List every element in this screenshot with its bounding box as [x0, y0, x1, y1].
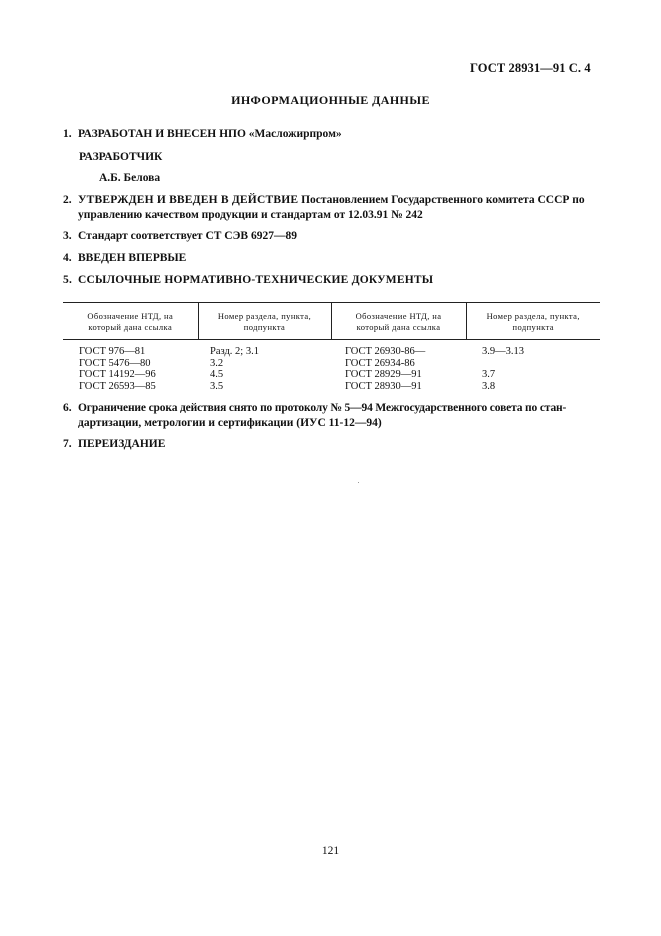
developer-name: А.Б. Белова [99, 172, 161, 184]
developer-label: РАЗРАБОТЧИК [79, 151, 163, 163]
item-3-text: Стандарт соответствует СТ СЭВ 6927—89 [78, 230, 297, 242]
speck [358, 482, 359, 483]
table-header-cell: Номер раздела, пункта, подпункта [198, 303, 331, 340]
item-4 [63, 251, 186, 266]
item-2-line2: управлению качеством продукции и стандартам от 12.03.91 № 242 [78, 209, 423, 221]
page-number: 121 [321, 845, 340, 857]
table-cell: 3.8 [482, 380, 496, 392]
item-7 [63, 437, 165, 452]
item-5-number: 5. [63, 274, 73, 286]
item-6 [63, 401, 603, 431]
item-1-number: 1. [63, 128, 72, 140]
item-6-line1: Ограничение срока действия снято по протоколу № 5—94 Межгосударственного совета по стан- [78, 402, 567, 414]
table-row [63, 358, 600, 370]
table-cell [466, 358, 600, 370]
table-cell: ГОСТ 14192—96 [79, 369, 156, 380]
table-cell: 3.9—3.13 [482, 346, 524, 357]
table-cell: 3.5 [210, 380, 224, 392]
item-2 [63, 193, 585, 223]
table-cell: ГОСТ 28930—91 [345, 380, 422, 392]
table-header-row [63, 303, 600, 340]
item-2-text: Постановлением Государственного комитета СССР по [298, 194, 585, 206]
table-cell: Разд. 2; 3.1 [210, 346, 259, 357]
item-4-text: ВВЕДЕН ВПЕРВЫЕ [78, 252, 187, 264]
table-header-cell: Обозначение НТД, на который дана ссылка [331, 303, 466, 340]
table-cell: ГОСТ 26593—85 [79, 380, 156, 392]
item-6-number: 6. [63, 402, 72, 414]
item-1 [63, 127, 342, 142]
reference-documents-table [63, 302, 600, 392]
table-header-cell: Обозначение НТД, на который дана ссылка [63, 303, 198, 340]
table-row [63, 369, 600, 381]
item-3 [63, 229, 297, 244]
table-header-cell: Номер раздела, пункта, подпункта [466, 303, 600, 340]
table-row [63, 340, 600, 358]
table-cell: ГОСТ 5476—80 [79, 357, 151, 369]
table-cell: ГОСТ 28929—91 [345, 369, 422, 380]
table-cell: 4.5 [210, 369, 224, 380]
item-3-number: 3. [63, 230, 72, 242]
section-title: ИНФОРМАЦИОННЫЕ ДАННЫЕ [231, 93, 430, 107]
item-1-text: РАЗРАБОТАН И ВНЕСЕН НПО «Масложирпром» [78, 128, 342, 140]
table-cell: ГОСТ 976—81 [79, 346, 146, 357]
item-6-line2: дартизации, метрологии и сертификации (ИУС 11-12—94) [78, 417, 382, 429]
item-5-text: ССЫЛОЧНЫЕ НОРМАТИВНО-ТЕХНИЧЕСКИЕ ДОКУМЕНТЫ [78, 274, 434, 286]
item-7-number: 7. [63, 438, 72, 450]
item-7-text: ПЕРЕИЗДАНИЕ [78, 438, 166, 450]
table-cell: ГОСТ 26930-86— [345, 346, 426, 357]
table-cell: 3.2 [210, 357, 224, 369]
document-header: ГОСТ 28931—91 С. 4 [470, 61, 591, 75]
item-2-bold-text: УТВЕРЖДЕН И ВВЕДЕН В ДЕЙСТВИЕ [78, 194, 299, 206]
table-cell: 3.7 [482, 369, 496, 380]
item-4-number: 4. [63, 252, 72, 264]
item-2-number: 2. [63, 194, 72, 206]
table-row [63, 381, 600, 393]
table-cell: ГОСТ 26934-86 [345, 357, 415, 369]
item-5 [63, 273, 433, 288]
